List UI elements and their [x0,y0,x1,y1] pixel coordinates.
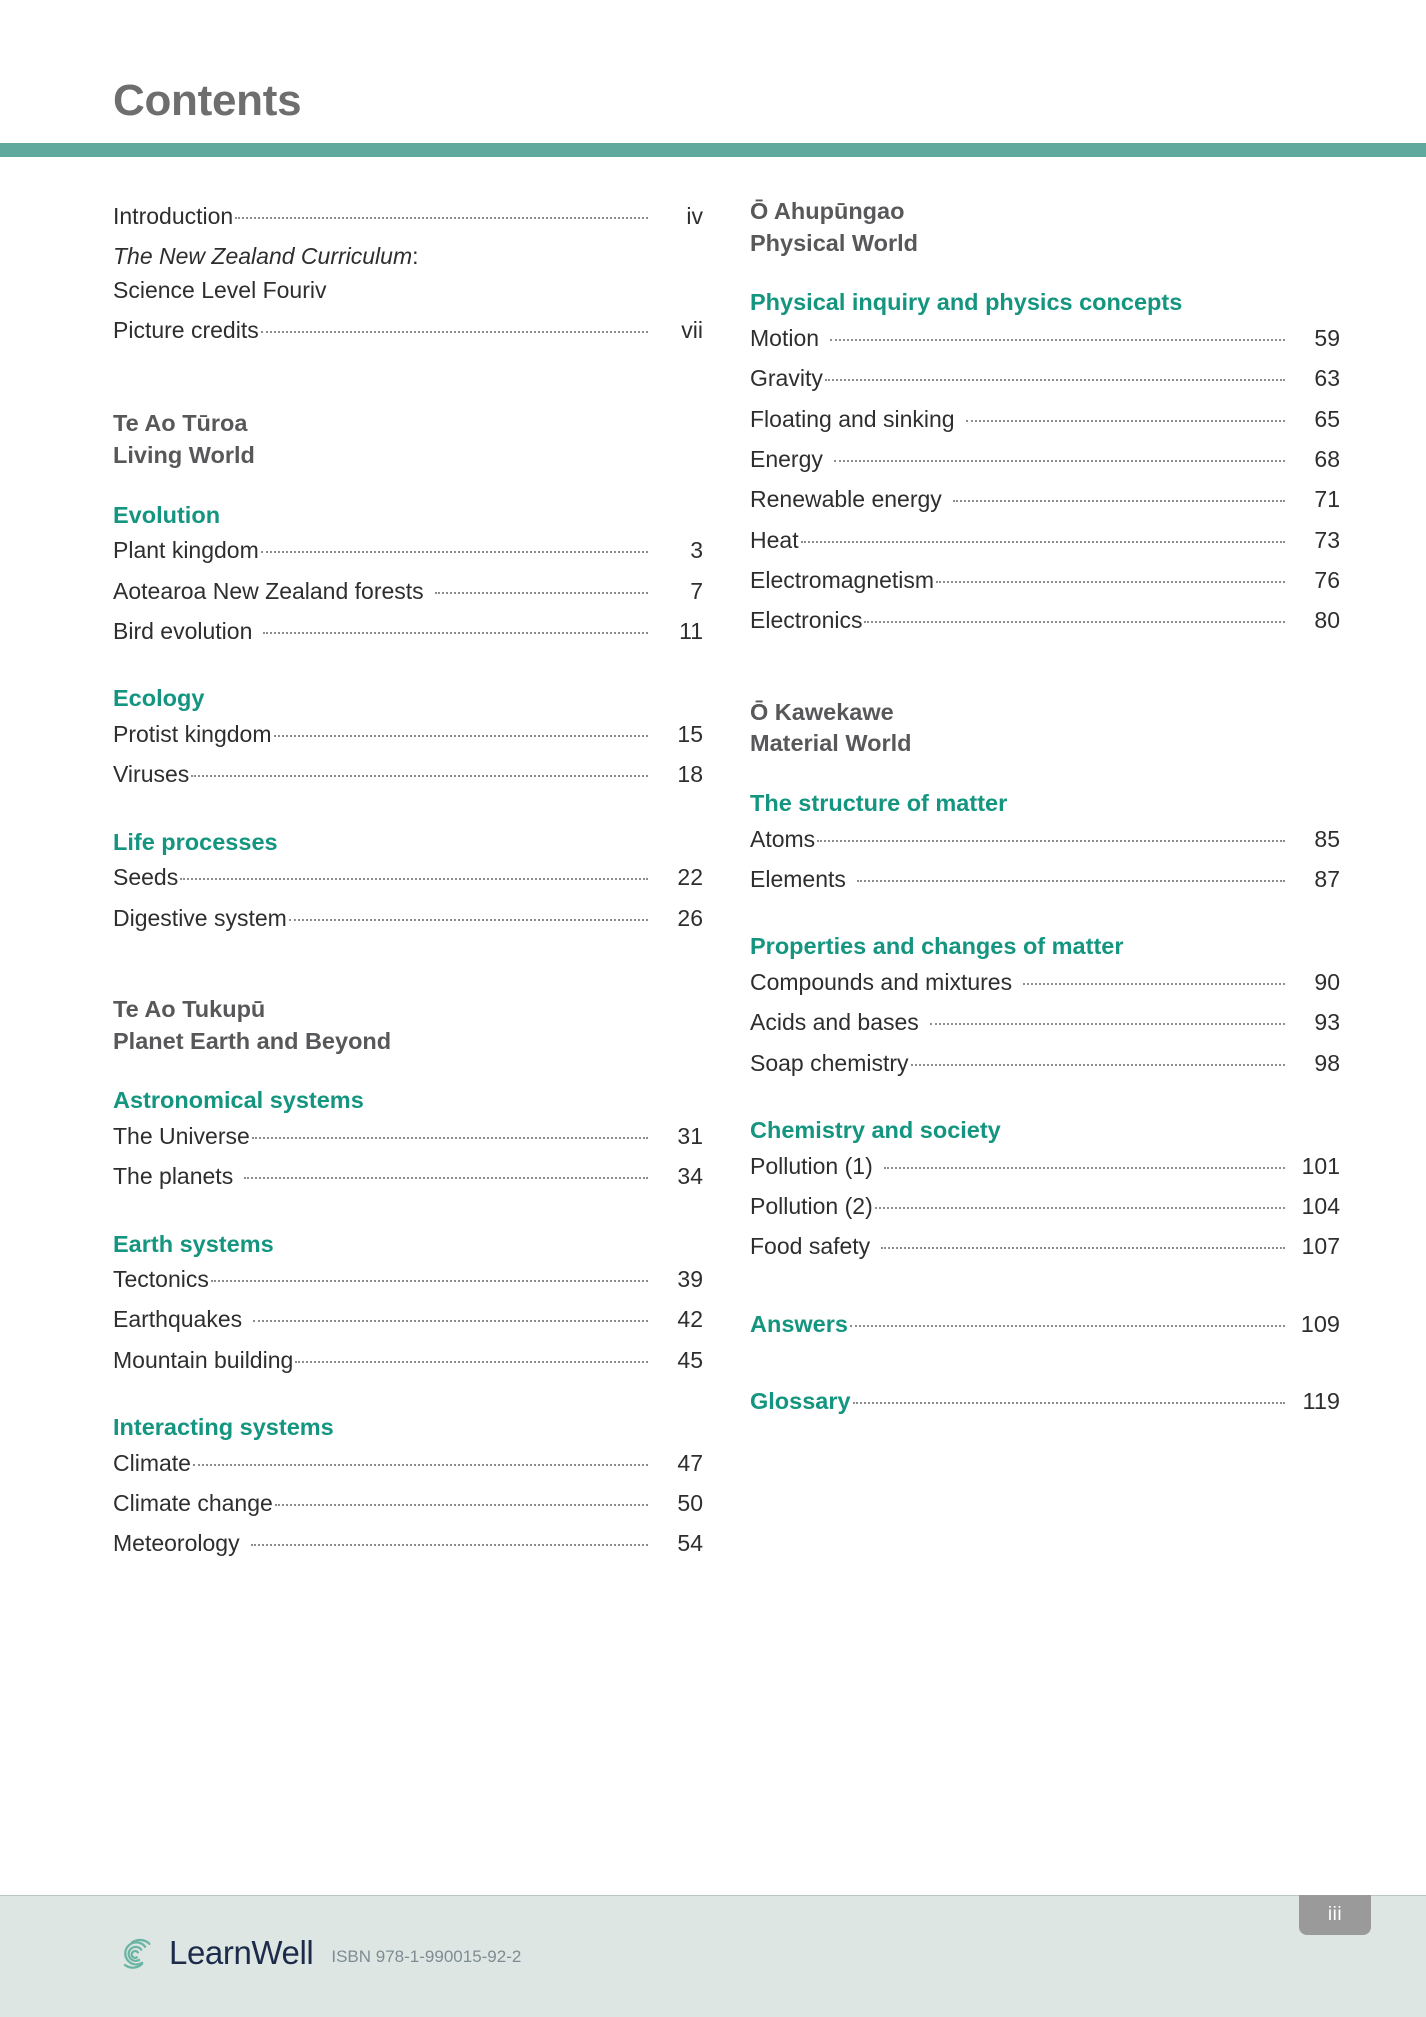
koru-spiral-icon [113,1930,159,1976]
dot-leader [966,420,1285,422]
toc-entry-page: 109 [1300,1310,1340,1337]
title-rule-divider [0,143,1426,157]
dot-leader [261,331,648,333]
toc-entry-label: Heat [750,526,799,553]
toc-entry[interactable] [113,1340,703,1380]
toc-entry-page: 18 [677,761,703,788]
dot-leader [191,775,648,777]
toc-entry-label: Aotearoa New Zealand forests [113,577,424,604]
dot-leader [193,1464,648,1466]
section-heading-ecology: Ecology [113,685,205,712]
dot-leader [830,339,1285,341]
toc-entry-page: 63 [1314,365,1340,392]
toc-entry[interactable] [113,1299,703,1339]
toc-entry-label: Acids and bases [750,1009,919,1036]
toc-entry-page: 47 [677,1449,703,1476]
dot-leader [884,1167,1285,1169]
dot-leader [211,1280,648,1282]
toc-entry-label: Introduction [113,203,234,229]
dot-leader [825,379,1285,381]
toc-entry-page: 73 [1314,526,1340,553]
section-heading-evolution: Evolution [113,501,221,528]
toc-entry-glossary[interactable] [750,1380,1340,1421]
toc-entry-label: The planets [113,1163,234,1190]
toc-entry[interactable] [113,1483,703,1523]
toc-entry-page: 7 [690,577,703,604]
toc-column-left [113,196,703,1564]
toc-entry-label: Electromagnetism [750,567,935,594]
page-footer [0,1895,1426,2017]
toc-entry-label: Climate [113,1449,191,1476]
dot-leader [235,217,648,219]
toc-entry-page: 71 [1314,486,1340,513]
section-heading-interacting-systems: Interacting systems [113,1414,334,1441]
strand-heading-english: Living World [113,442,255,469]
toc-entry-page: 101 [1301,1152,1340,1179]
strand-heading [113,994,703,1057]
toc-entry-page: 119 [1302,1387,1340,1414]
toc-entry[interactable] [750,962,1340,1002]
toc-entry[interactable] [750,819,1340,859]
toc-entry[interactable] [750,1226,1340,1266]
dot-leader [261,551,648,553]
toc-entry[interactable] [113,530,703,570]
toc-entry[interactable] [750,479,1340,519]
toc-entry-label: Bird evolution [113,618,253,645]
toc-entry-label: Gravity [750,365,823,392]
toc-entry-page: 90 [1314,968,1340,995]
toc-entry-page: 50 [677,1490,703,1516]
toc-entry-label: Motion [750,324,820,351]
dot-leader [295,1361,648,1363]
toc-entry-label: Tectonics [113,1266,209,1293]
toc-entry[interactable] [113,1443,703,1483]
section-heading-chemistry-and-society: Chemistry and society [750,1116,1001,1143]
toc-entry-page: 104 [1301,1192,1340,1219]
toc-entry[interactable] [113,611,703,651]
isbn-text: ISBN 978-1-990015-92-2 [331,1947,522,1966]
toc-entry-page: 98 [1314,1049,1340,1076]
toc-entry-label: Digestive system [113,904,287,931]
toc-entry-label: Compounds and mixtures [750,968,1013,995]
toc-entry-label: Pollution (2) [750,1192,873,1219]
toc-entry-page: 26 [677,904,703,931]
dot-leader [930,1023,1285,1025]
section-heading-astronomical-systems: Astronomical systems [113,1087,364,1114]
dot-leader [251,1544,648,1546]
toc-entry-page: 93 [1314,1009,1340,1036]
toc-entry-label: Food safety [750,1233,871,1260]
toc-entry-page: 22 [677,864,703,891]
dot-leader [850,1325,1285,1327]
toc-entry-label: Earthquakes [113,1306,243,1333]
toc-entry[interactable] [750,1146,1340,1186]
dot-leader [853,1402,1285,1404]
strand-heading-maori: Te Ao Tūroa [113,410,248,437]
toc-entry-page: vii [681,317,703,344]
toc-column-right [750,196,1340,1421]
toc-entry-label: Renewable energy [750,486,942,513]
toc-entry[interactable] [113,898,703,938]
dot-leader [289,919,648,921]
section-heading-life-processes: Life processes [113,828,278,855]
toc-entry-label: Glossary [750,1387,851,1414]
toc-entry-label: The Universe [113,1122,250,1149]
strand-heading [750,196,1340,259]
dot-leader [936,581,1285,583]
toc-entry[interactable] [750,1186,1340,1226]
toc-entry-label: Picture credits [113,317,259,344]
toc-entry-page: iv [686,203,703,229]
toc-entry-page: 31 [677,1122,703,1149]
toc-entry[interactable] [113,1116,703,1156]
toc-entry-page: 59 [1314,324,1340,351]
toc-entry-label: Elements [750,866,846,893]
dot-leader [953,500,1285,502]
toc-entry[interactable] [113,196,703,236]
toc-entry[interactable] [750,439,1340,479]
toc-entry-label: Pollution (1) [750,1152,873,1179]
toc-entry-label: Plant kingdom [113,537,259,564]
dot-leader [817,840,1285,842]
toc-entry-answers[interactable] [750,1303,1340,1344]
toc-entry-page: 87 [1314,866,1340,893]
toc-entry-page: 85 [1314,825,1340,852]
toc-entry-label: Seeds [113,864,179,891]
dot-leader [881,1247,1285,1249]
toc-entry[interactable] [113,236,703,310]
section-heading-properties-of-matter: Properties and changes of matter [750,933,1124,960]
dot-leader [252,1137,648,1139]
toc-entry-label: Atoms [750,825,816,852]
toc-entry-label: Meteorology [113,1530,240,1557]
strand-heading-english: Physical World [750,229,919,256]
toc-entry-page: 15 [677,720,703,747]
toc-entry-page: 68 [1314,446,1340,473]
toc-entry[interactable] [750,600,1340,640]
toc-entry[interactable] [750,399,1340,439]
toc-entry-label-italic [113,240,703,273]
strand-heading [750,697,1340,760]
toc-entry-label: Climate change [113,1490,273,1516]
dot-leader [875,1207,1285,1209]
toc-entry-page: 54 [677,1530,703,1557]
brand-name: LearnWell [169,1934,314,1971]
toc-entry[interactable] [113,714,703,754]
page-folio-badge: iii [1299,1895,1371,1935]
toc-entry-page: 45 [677,1346,703,1373]
dot-leader [801,541,1285,543]
toc-entry-label: Viruses [113,761,190,788]
dot-leader [864,621,1285,623]
toc-entry[interactable] [113,1156,703,1196]
dot-leader [244,1177,648,1179]
toc-entry-page: iv [309,276,327,303]
page-title: Contents [113,76,302,125]
toc-entry[interactable] [113,1259,703,1299]
toc-entry[interactable] [750,358,1340,398]
toc-entry-label: Science Level Four [113,276,310,303]
strand-heading-maori: Te Ao Tukupū [113,995,266,1022]
strand-heading-maori: Ō Kawekawe [750,698,894,725]
toc-entry-page: 34 [677,1163,703,1190]
toc-entry-page: 80 [1314,607,1340,634]
section-heading-structure-of-matter: The structure of matter [750,790,1008,817]
toc-entry[interactable] [113,1523,703,1563]
toc-entry-label: Protist kingdom [113,720,272,747]
toc-entry-label: Floating and sinking [750,405,955,432]
toc-entry[interactable] [750,520,1340,560]
toc-entry-label: Electronics [750,607,863,634]
curriculum-title: The New Zealand Curriculum [113,243,413,270]
toc-entry[interactable] [750,1043,1340,1083]
toc-entry[interactable] [750,318,1340,358]
strand-heading [113,408,703,471]
toc-entry[interactable] [113,571,703,611]
dot-leader [263,632,648,634]
toc-entry[interactable] [113,310,703,350]
section-heading-earth-systems: Earth systems [113,1230,274,1257]
toc-entry-label: Mountain building [113,1346,294,1373]
dot-leader [911,1064,1285,1066]
curriculum-colon: : [412,243,419,270]
strand-heading-english: Material World [750,730,912,757]
toc-entry-page: 76 [1314,567,1340,594]
dot-leader [1023,983,1285,985]
toc-entry[interactable] [750,1002,1340,1042]
toc-entry-label: Energy [750,446,823,473]
dot-leader [275,1504,648,1506]
toc-entry[interactable] [750,560,1340,600]
toc-entry-page: 65 [1314,405,1340,432]
toc-entry-page: 3 [690,537,703,564]
footer-brand-block [113,1930,521,1976]
toc-entry[interactable] [113,857,703,897]
section-heading-physical-inquiry: Physical inquiry and physics concepts [750,289,1183,316]
strand-heading-english: Planet Earth and Beyond [113,1027,392,1054]
toc-entry-page: 107 [1301,1233,1340,1260]
dot-leader [180,878,648,880]
toc-entry[interactable] [750,859,1340,899]
dot-leader [857,880,1285,882]
dot-leader [274,735,648,737]
toc-entry-page: 42 [677,1306,703,1333]
toc-entry-label: Soap chemistry [750,1049,909,1076]
toc-entry-label: Answers [750,1310,848,1337]
toc-entry[interactable] [113,754,703,794]
dot-leader [834,460,1285,462]
strand-heading-maori: Ō Ahupūngao [750,198,905,224]
toc-entry-page: 11 [679,618,703,645]
dot-leader [253,1320,648,1322]
toc-entry-page: 39 [677,1266,703,1293]
dot-leader [435,592,648,594]
